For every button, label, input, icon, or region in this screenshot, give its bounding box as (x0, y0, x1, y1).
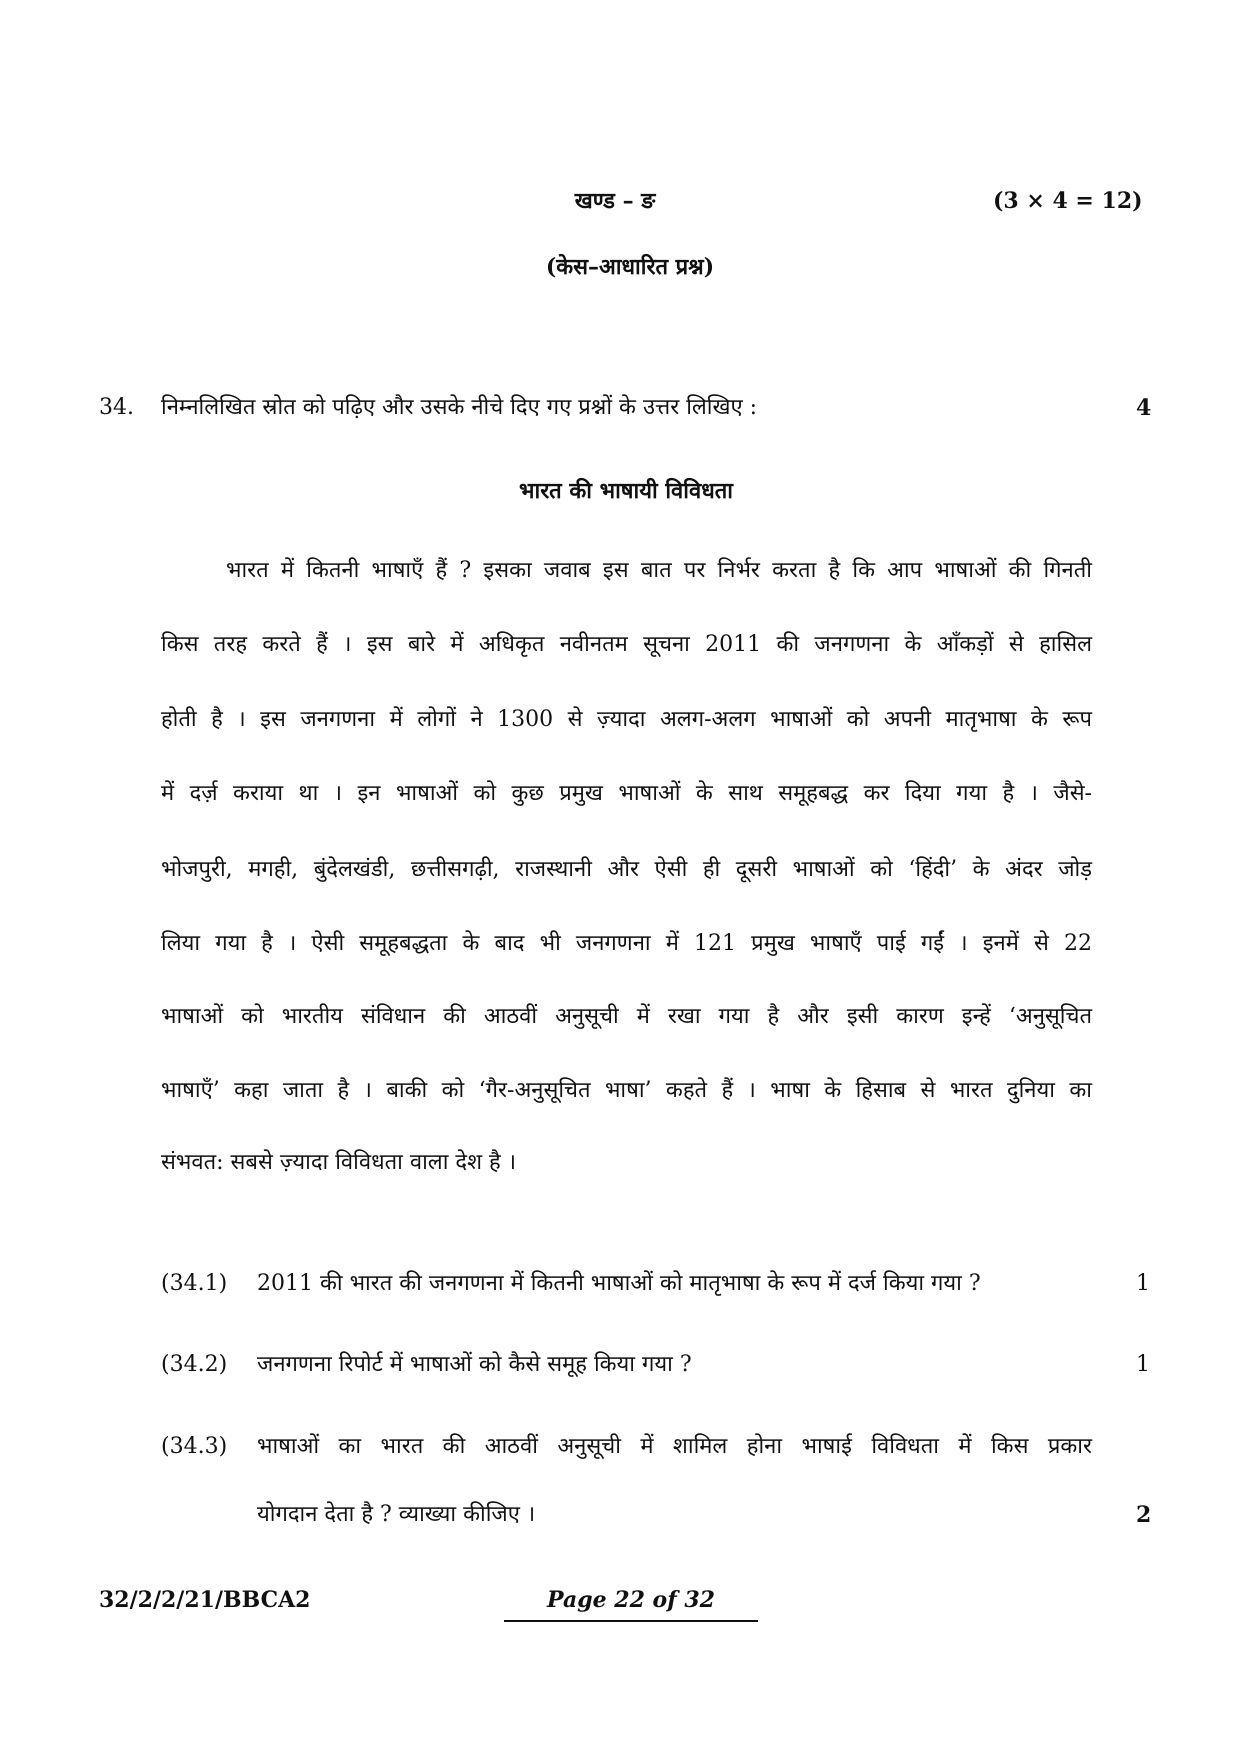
section-marks: (3 × 4 = 12) (993, 188, 1143, 214)
subquestion-text-continued: योगदान देता है ? व्याख्या कीजिए । (257, 1502, 536, 1527)
passage-line: भाषाओं को भारतीय संविधान की आठवीं अनुसूची में रखा गया है और इसी कारण इन्हें ‘अनुसूचित (161, 1004, 1092, 1029)
passage-title: भारत की भाषायी विविधता (519, 478, 733, 504)
passage-line: होती है । इस जनगणना में लोगों ने 1300 से ज़्यादा अलग-अलग भाषाओं को अपनी मातृभाषा के रूप (161, 707, 1092, 732)
subquestion-text: भाषाओं का भारत की आठवीं अनुसूची में शामिल होना भाषाई विविधता में किस प्रकार (257, 1434, 1092, 1459)
passage-line: भाषाएँ’ कहा जाता है । बाकी को ‘गैर-अनुसूचित भाषा’ कहते हैं । भाषा के हिसाब से भारत दुनिया का (161, 1078, 1092, 1103)
page-number-underline (504, 1620, 758, 1622)
passage-line: भोजपुरी, मगही, बुंदेलखंडी, छत्तीसगढ़ी, राजस्थानी और ऐसी ही दूसरी भाषाओं को ‘हिंदी’ के अंदर जोड़ (161, 857, 1092, 882)
subquestion-marks: 1 (1136, 1352, 1150, 1377)
section-subtitle: (केस–आधारित प्रश्न) (545, 254, 715, 280)
section-title: खण्ड – ङ (574, 188, 656, 214)
page-number: Page 22 of 32 (547, 1587, 715, 1613)
passage-line: लिया गया है । ऐसी समूहबद्धता के बाद भी जनगणना में 121 प्रमुख भाषाएँ पाई गईं । इनमें से 22 (161, 931, 1092, 956)
subquestion-text: जनगणना रिपोर्ट में भाषाओं को कैसे समूह किया गया ? (257, 1352, 692, 1377)
subquestion-label: (34.2) (161, 1352, 228, 1377)
subquestion-text: 2011 की भारत की जनगणना में कितनी भाषाओं को मातृभाषा के रूप में दर्ज किया गया ? (257, 1271, 981, 1296)
subquestion-marks: 1 (1136, 1271, 1150, 1296)
subquestion-label: (34.1) (161, 1271, 228, 1296)
question-marks: 4 (1136, 395, 1152, 421)
passage-line: भारत में कितनी भाषाएँ हैं ? इसका जवाब इस बात पर निर्भर करता है कि आप भाषाओं की गिनती (226, 558, 1093, 583)
subquestion-marks: 2 (1136, 1502, 1152, 1528)
question-instruction: निम्नलिखित स्रोत को पढ़िए और उसके नीचे दिए गए प्रश्नों के उत्तर लिखिए : (161, 395, 758, 420)
paper-code: 32/2/2/21/BBCA2 (99, 1587, 311, 1613)
passage-line: में दर्ज़ कराया था । इन भाषाओं को कुछ प्रमुख भाषाओं के साथ समूहबद्ध कर दिया गया है । जैसे- (161, 781, 1092, 806)
passage-line: संभवत: सबसे ज़्यादा विविधता वाला देश है । (161, 1150, 517, 1175)
question-number: 34. (99, 395, 134, 420)
subquestion-label: (34.3) (161, 1434, 228, 1459)
passage-line: किस तरह करते हैं । इस बारे में अधिकृत नवीनतम सूचना 2011 की जनगणना के आँकड़ों से हासिल (161, 632, 1092, 657)
